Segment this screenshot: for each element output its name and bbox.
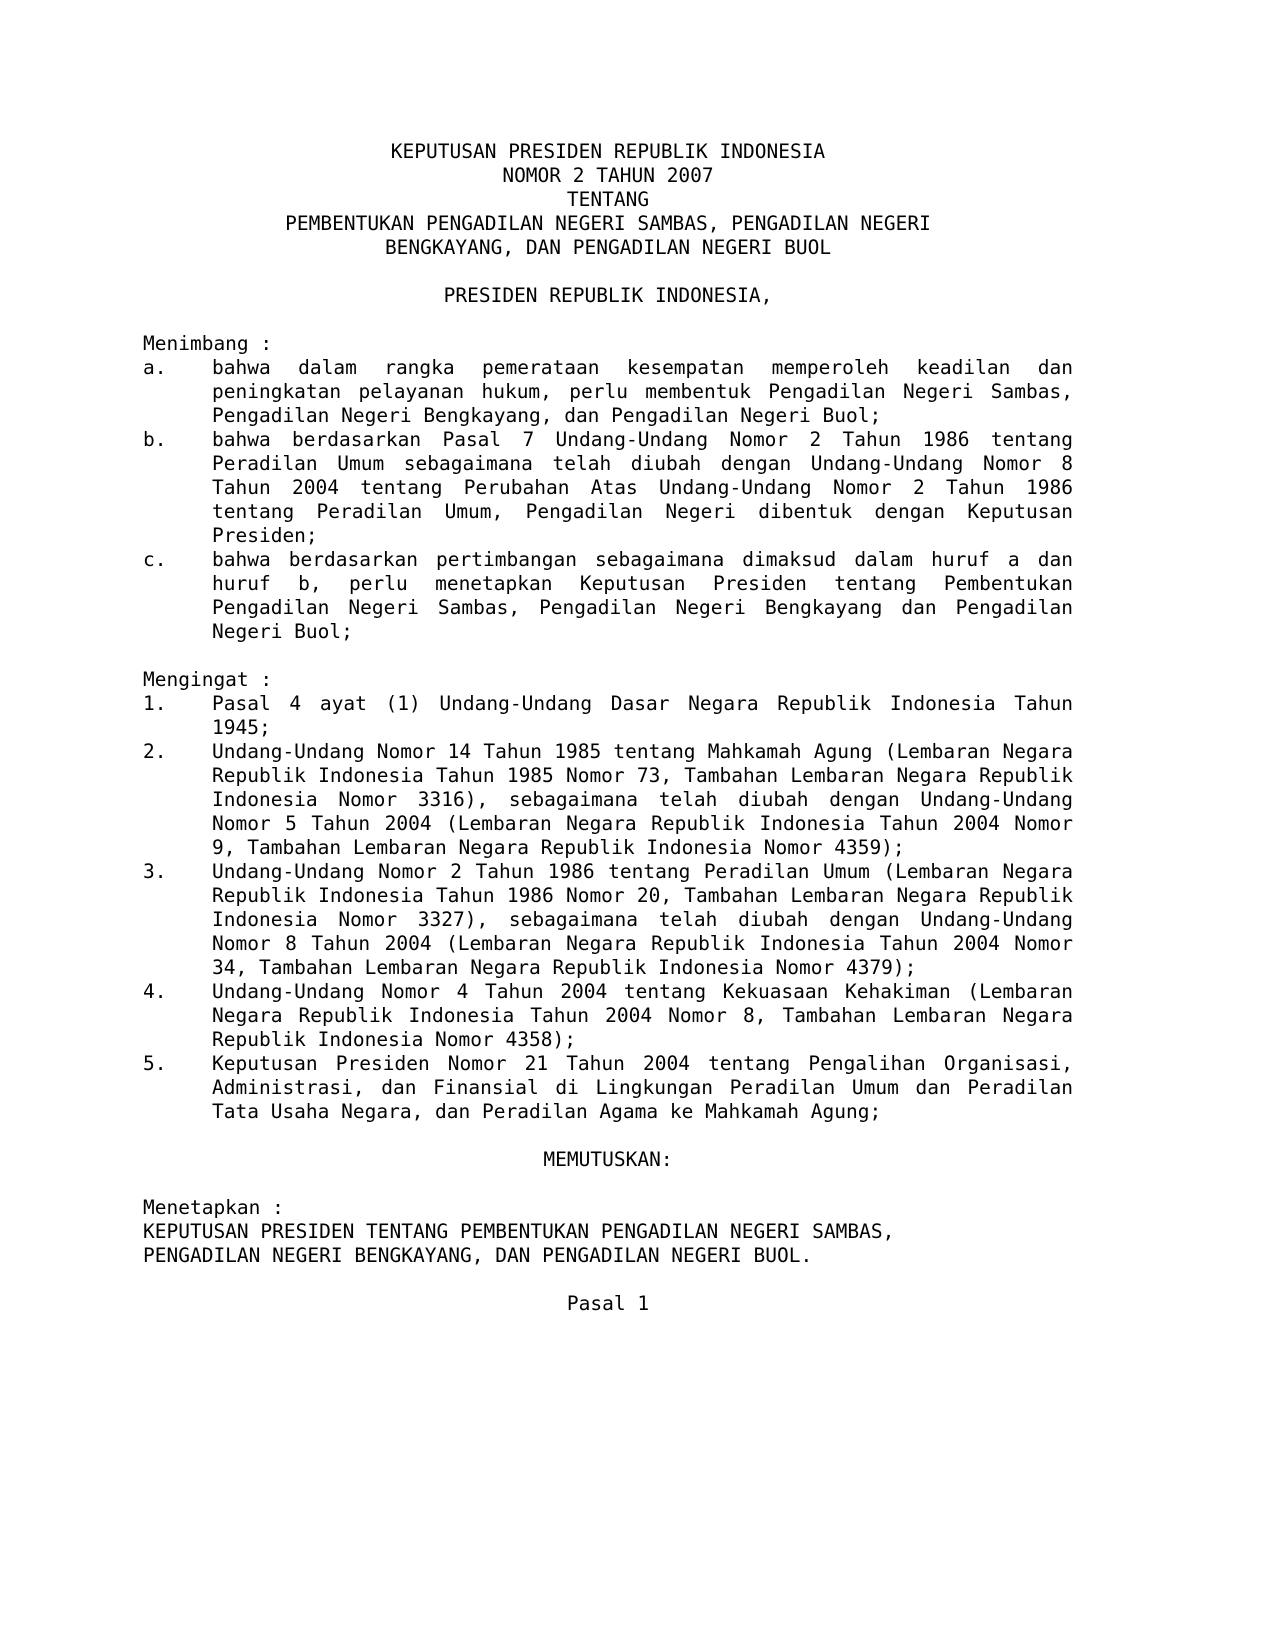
spacer-before-article xyxy=(143,1268,1073,1292)
list-text: Pasal 4 ayat (1) Undang-Undang Dasar Negara Republik Indonesia Tahun 1945; xyxy=(212,692,1073,739)
list-text: bahwa dalam rangka pemerataan kesempatan memperoleh keadilan dan peningkatan pelayanan hukum, perlu membentuk Pengadilan Negeri Sambas, Pengadilan Negeri Bengkayang, dan Pengadilan Negeri Buol; xyxy=(212,356,1073,427)
list-marker: 1. xyxy=(143,692,167,715)
recalling-list xyxy=(143,692,1073,1124)
document-body xyxy=(143,140,1073,1316)
title-line-4: PEMBENTUKAN PENGADILAN NEGERI SAMBAS, PENGADILAN NEGERI xyxy=(285,212,931,235)
title-line-5: BENGKAYANG, DAN PENGADILAN NEGERI BUOL xyxy=(384,236,832,259)
list-item xyxy=(143,740,1073,860)
stipulating-line-1: KEPUTUSAN PRESIDEN TENTANG PEMBENTUKAN PENGADILAN NEGERI SAMBAS, xyxy=(143,1220,895,1243)
list-marker: 3. xyxy=(143,860,167,883)
list-item xyxy=(143,548,1073,644)
list-item xyxy=(143,860,1073,980)
list-text: Keputusan Presiden Nomor 21 Tahun 2004 tentang Pengalihan Organisasi, Administrasi, dan Finansial di Lingkungan Peradilan Umum dan Peradilan Tata Usaha Negara, dan Peradilan Agama ke Mahkamah Agung; xyxy=(212,1052,1073,1123)
document-title-block xyxy=(143,140,1073,260)
list-item xyxy=(143,1052,1073,1124)
spacer-before-decides xyxy=(143,1124,1073,1148)
spacer-after-decides xyxy=(143,1172,1073,1196)
list-item xyxy=(143,980,1073,1052)
considering-list xyxy=(143,356,1073,644)
stipulating-label: Menetapkan : xyxy=(143,1196,284,1219)
decides-heading: MEMUTUSKAN: xyxy=(543,1148,673,1171)
spacer-after-title xyxy=(143,260,1073,284)
list-item xyxy=(143,692,1073,740)
list-marker: 4. xyxy=(143,980,167,1003)
list-item xyxy=(143,428,1073,548)
title-line-3: TENTANG xyxy=(566,188,650,211)
stipulating-line-2: PENGADILAN NEGERI BENGKAYANG, DAN PENGADILAN NEGERI BUOL. xyxy=(143,1244,813,1267)
list-text: Undang-Undang Nomor 14 Tahun 1985 tentang Mahkamah Agung (Lembaran Negara Republik Indonesia Tahun 1985 Nomor 73, Tambahan Lembaran Negara Republik Indonesia Nomor 3316), sebagaimana telah diubah dengan Undang-Undang Nomor 5 Tahun 2004 (Lembaran Negara Republik Indonesia Tahun 2004 Nomor 9, Tambahan Lembaran Negara Republik Indonesia Nomor 4359); xyxy=(212,740,1073,859)
article-heading: Pasal 1 xyxy=(566,1292,650,1315)
document-subtitle: PRESIDEN REPUBLIK INDONESIA, xyxy=(443,284,773,307)
title-line-2: NOMOR 2 TAHUN 2007 xyxy=(502,164,714,187)
spacer-before-recalling xyxy=(143,644,1073,668)
list-marker: 2. xyxy=(143,740,167,763)
list-marker: c. xyxy=(143,548,167,571)
list-text: bahwa berdasarkan pertimbangan sebagaimana dimaksud dalam huruf a dan huruf b, perlu menetapkan Keputusan Presiden tentang Pembentukan Pengadilan Negeri Sambas, Pengadilan Negeri Bengkayang dan Pengadilan Negeri Buol; xyxy=(212,548,1073,643)
title-line-1: KEPUTUSAN PRESIDEN REPUBLIK INDONESIA xyxy=(390,140,826,163)
list-marker: b. xyxy=(143,428,167,451)
list-text: Undang-Undang Nomor 4 Tahun 2004 tentang Kekuasaan Kehakiman (Lembaran Negara Republik Indonesia Tahun 2004 Nomor 8, Tambahan Lembaran Negara Republik Indonesia Nomor 4358); xyxy=(212,980,1073,1051)
list-text: bahwa berdasarkan Pasal 7 Undang-Undang Nomor 2 Tahun 1986 tentang Peradilan Umum sebagaimana telah diubah dengan Undang-Undang Nomor 8 Tahun 2004 tentang Perubahan Atas Undang-Undang Nomor 2 Tahun 1986 tentang Peradilan Umum, Pengadilan Negeri dibentuk dengan Keputusan Presiden; xyxy=(212,428,1073,547)
list-marker: 5. xyxy=(143,1052,167,1075)
list-text: Undang-Undang Nomor 2 Tahun 1986 tentang Peradilan Umum (Lembaran Negara Republik Indonesia Tahun 1986 Nomor 20, Tambahan Lembaran Negara Republik Indonesia Nomor 3327), sebagaimana telah diubah dengan Undang-Undang Nomor 8 Tahun 2004 (Lembaran Negara Republik Indonesia Tahun 2004 Nomor 34, Tambahan Lembaran Negara Republik Indonesia Nomor 4379); xyxy=(212,860,1073,979)
list-item xyxy=(143,356,1073,428)
recalling-label: Mengingat : xyxy=(143,668,273,691)
list-marker: a. xyxy=(143,356,167,379)
spacer-after-subtitle xyxy=(143,308,1073,332)
considering-label: Menimbang : xyxy=(143,332,273,355)
